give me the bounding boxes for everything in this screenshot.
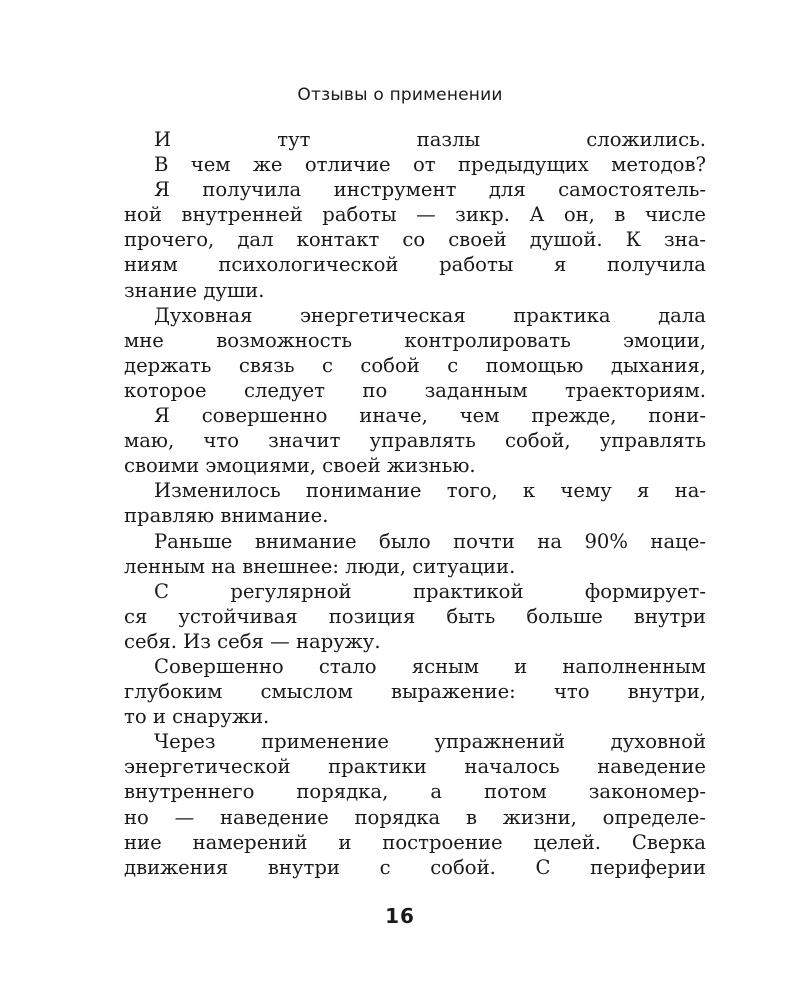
page-number: 16 [385,904,415,928]
text-line: держать связь с собой с помощью дыхания, [124,353,706,377]
text-line: И тут пазлы сложились. [154,128,706,151]
text-line: ся устойчивая позиция быть больше внутри [124,604,706,628]
text-line: Духовная энергетическая практика дала [154,303,706,327]
text-line: Совершенно стало ясным и наполненным [154,654,706,678]
text-line: С регулярной практикой формирует- [154,579,706,603]
text-line: знание души. [124,278,265,302]
text-line: энергетической практики началось наведение [124,755,706,779]
text-line: ниям психологической работы я получила [124,253,706,277]
text-line: Я совершенно иначе, чем прежде, пони- [154,404,706,428]
text-line: правляю внимание. [124,504,329,528]
body-text [124,127,706,880]
text-line: Я получила инструмент для самостоятель- [154,178,706,202]
running-title: Отзывы о применении [297,85,503,105]
text-line: ние намерений и построение целей. Сверка [124,830,706,854]
text-line: которое следует по заданным траекториям. [124,378,706,402]
text-line: то и снаружи. [124,705,270,729]
text-line: Раньше внимание было почти на 90% наце- [154,529,706,553]
text-line: внутреннего порядка, а потом закономер- [124,780,706,804]
text-line: своими эмоциями, своей жизнью. [124,454,476,478]
text-line: мне возможность контролировать эмоции, [124,328,706,352]
text-line: Через применение упражнений духовной [154,730,706,754]
text-line: себя. Из себя — наружу. [124,629,381,653]
text-line: глубоким смыслом выражение: что внутри, [124,680,706,704]
text-line: ленным на внешнее: люди, ситуации. [124,554,516,578]
text-line: но — наведение порядка в жизни, определе- [124,805,706,829]
text-line: движения внутри с собой. С периферии [124,855,706,879]
text-line: ной внутренней работы — зикр. А он, в числе [124,203,706,227]
text-line: В чем же отличие от предыдущих методов? [154,153,706,177]
text-line: Изменилось понимание того, к чему я на- [154,479,706,503]
text-line: прочего, дал контакт со своей душой. К зна- [124,228,706,252]
text-line: маю, что значит управлять собой, управлять [124,429,706,453]
